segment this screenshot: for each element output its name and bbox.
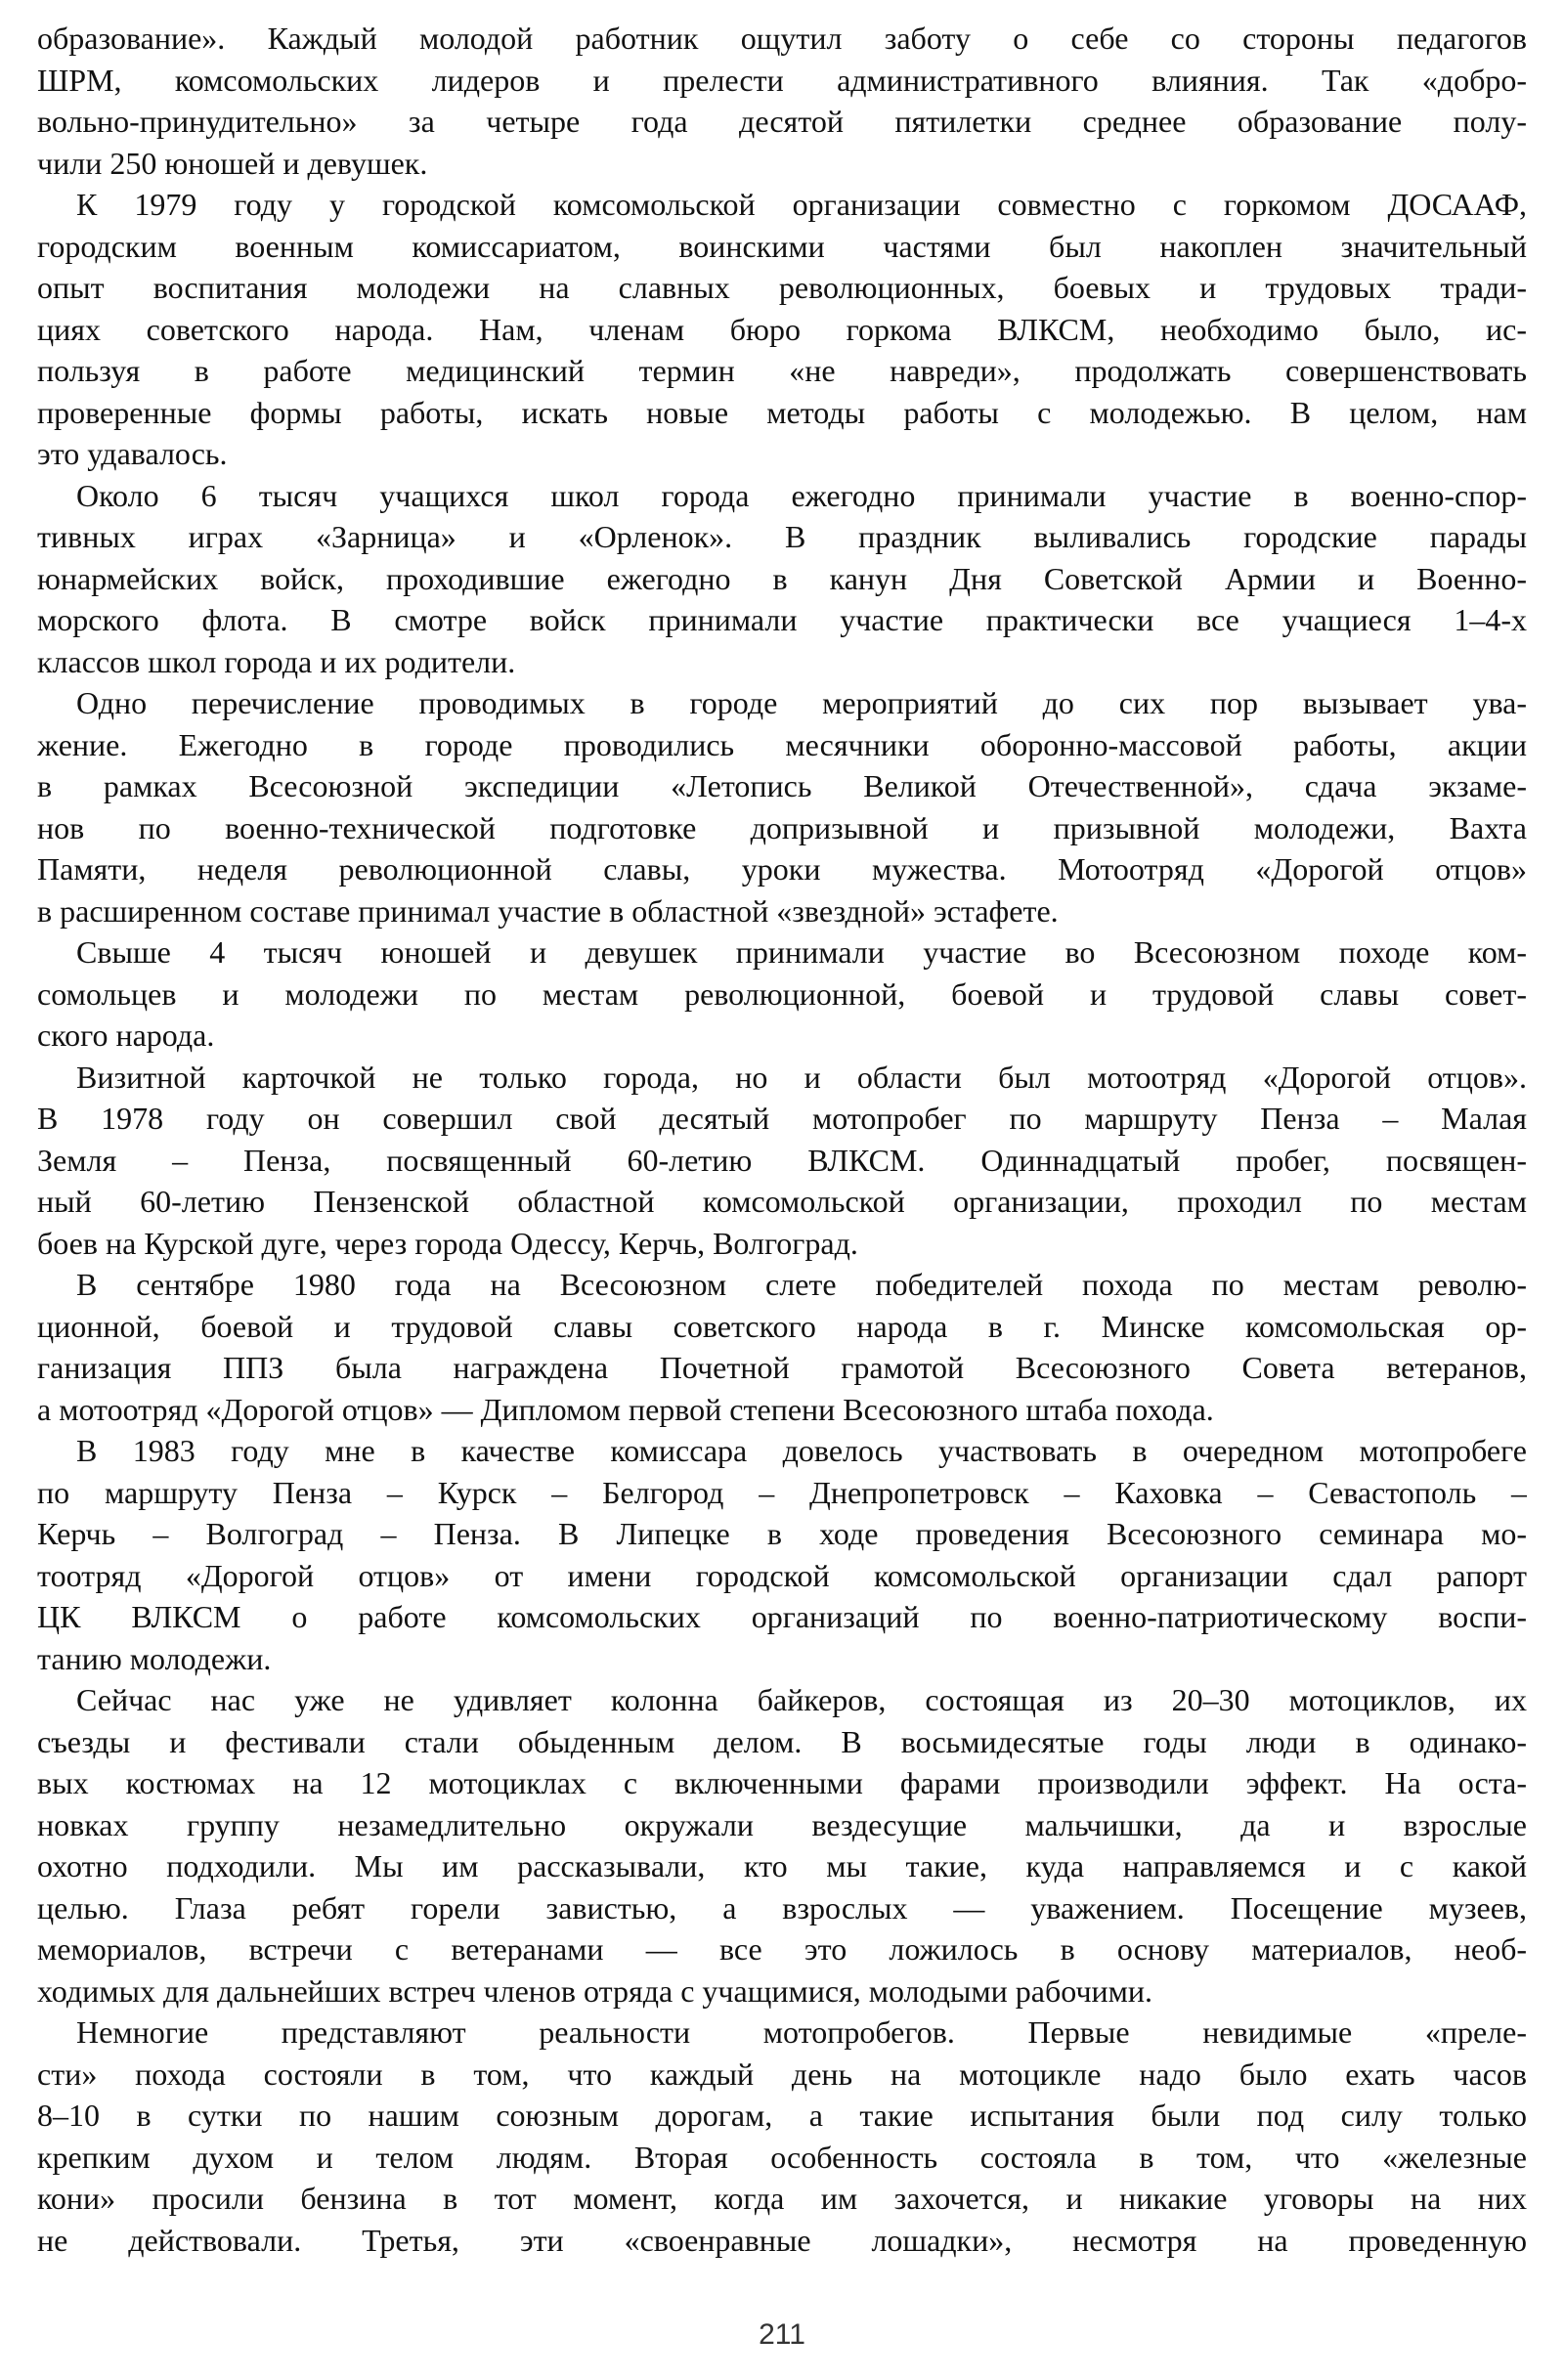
text-line: В сентябре 1980 года на Всесоюзном слете победителей похода по местам револю- (76, 1267, 1527, 1302)
paragraph (37, 1679, 1527, 2012)
text-line: целью. Глаза ребят горели завистью, а взрослых — уважением. Посещение музеев, (37, 1889, 1527, 1926)
text-line: Немногие представляют реальности мотопробегов. Первые невидимые «преле- (76, 2014, 1527, 2050)
text-line: циях советского народа. Нам, членам бюро горкома ВЛКСМ, необходимо было, ис- (37, 311, 1527, 347)
text-line: боев на Курской дуге, через города Одессу, Керчь, Волгоград. (37, 1225, 858, 1261)
text-line: ганизация ППЗ была награждена Почетной грамотой Всесоюзного Совета ветеранов, (37, 1350, 1527, 1385)
text-line: морского флота. В смотре войск принимали участие практически все учащиеся 1–4-х (37, 602, 1527, 637)
paragraph (37, 1430, 1527, 1679)
text-line: кони» просили бензина в тот момент, когда им захочется, и никакие уговоры на них (37, 2181, 1527, 2216)
text-line: опыт воспитания молодежи на славных революционных, боевых и трудовых тради- (37, 270, 1527, 305)
page-body (37, 18, 1527, 2261)
text-line: В 1983 году мне в качестве комиссара довелось участвовать в очередном мотопробеге (76, 1433, 1527, 1468)
text-line: Керчь – Волгоград – Пенза. В Липецке в ходе проведения Всесоюзного семинара мо- (37, 1516, 1527, 1551)
text-line: ского народа. (37, 1017, 215, 1053)
text-line: сти» похода состояли в том, что каждый день на мотоцикле надо было ехать часов (37, 2055, 1527, 2092)
paragraph (37, 184, 1527, 475)
text-line: юнармейских войск, проходившие ежегодно в канун Дня Советской Армии и Военно- (37, 560, 1527, 596)
text-line: тивных играх «Зарница» и «Орленок». В праздник выливались городские парады (37, 519, 1527, 554)
text-line: классов школ города и их родители. (37, 643, 516, 679)
text-line: Около 6 тысяч учащихся школ города ежегодно принимали участие в военно-спор- (76, 477, 1527, 513)
text-line: Визитной карточкой не только города, но и области был мотоотряд «Дорогой отцов». (76, 1059, 1527, 1095)
text-line: сомольцев и молодежи по местам революционной, боевой и трудовой славы совет- (37, 975, 1527, 1012)
text-line: ЦК ВЛКСМ о работе комсомольских организаций по военно-патриотическому воспи- (37, 1599, 1527, 1634)
text-line: вых костюмах на 12 мотоциклах с включенными фарами производили эффект. На оста- (37, 1765, 1527, 1800)
paragraph (37, 475, 1527, 683)
text-line: не действовали. Третья, эти «своенравные лошадки», несмотря на проведенную (37, 2222, 1527, 2258)
text-line: танию молодежи. (37, 1640, 272, 1676)
text-line: ный 60-летию Пензенской областной комсомольской организации, проходил по местам (37, 1184, 1527, 1219)
text-line: ШРМ, комсомольских лидеров и прелести административного влияния. Так «добро- (37, 62, 1527, 98)
text-line: новках группу незамедлительно окружали вездесущие мальчишки, да и взрослые (37, 1806, 1527, 1842)
text-line: по маршруту Пенза – Курск – Белгород – Днепропетровск – Каховка – Севастополь – (37, 1474, 1527, 1510)
text-line: Свыше 4 тысяч юношей и девушек принимали участие во Всесоюзном походе ком- (76, 934, 1527, 970)
text-line: съезды и фестивали стали обыденным делом. В восьмидесятые годы люди в одинако- (37, 1723, 1527, 1759)
text-line: проверенные формы работы, искать новые методы работы с молодежью. В целом, нам (37, 394, 1527, 430)
text-line: Одно перечисление проводимых в городе мероприятий до сих пор вызывает ува- (76, 685, 1527, 720)
text-line: тоотряд «Дорогой отцов» от имени городской комсомольской организации сдал рапорт (37, 1557, 1527, 1593)
text-line: ходимых для дальнейших встреч членов отряда с учащимися, молодыми рабочими. (37, 1972, 1153, 2009)
text-line: Сейчас нас уже не удивляет колонна байкеров, состоящая из 20–30 мотоциклов, их (76, 1682, 1527, 1717)
text-line: мемориалов, встречи с ветеранами — все это ложилось в основу материалов, необ- (37, 1931, 1527, 1967)
text-line: а мотоотряд «Дорогой отцов» — Дипломом первой степени Всесоюзного штаба похода. (37, 1391, 1214, 1427)
text-line: охотно подходили. Мы им рассказывали, кто мы такие, куда направляемся и с какой (37, 1848, 1527, 1883)
paragraph (37, 682, 1527, 931)
text-line: ционной, боевой и трудовой славы советского народа в г. Минске комсомольская ор- (37, 1308, 1527, 1344)
text-line: нов по военно-технической подготовке допризывной и призывной молодежи, Вахта (37, 809, 1527, 845)
text-line: Земля – Пенза, посвященный 60-летию ВЛКСМ. Одиннадцатый пробег, посвящен- (37, 1142, 1527, 1178)
text-line: пользуя в работе медицинский термин «не навреди», продолжать совершенствовать (37, 353, 1527, 388)
page-number: 211 (759, 2318, 805, 2351)
text-line: 8–10 в сутки по нашим союзным дорогам, а такие испытания были под силу только (37, 2098, 1527, 2133)
text-line: в рамках Всесоюзной экспедиции «Летопись Великой Отечественной», сдача экзаме- (37, 768, 1527, 803)
text-line: вольно-принудительно» за четыре года десятой пятилетки среднее образование полу- (37, 104, 1527, 139)
text-line: чили 250 юношей и девушек. (37, 145, 428, 181)
text-line: это удавалось. (37, 436, 228, 471)
paragraph (37, 1264, 1527, 1430)
text-line: В 1978 году он совершил свой десятый мотопробег по маршруту Пенза – Малая (37, 1101, 1527, 1136)
text-line: в расширенном составе принимал участие в областной «звездной» эстафете. (37, 892, 1059, 929)
text-line: городским военным комиссариатом, воинскими частями был накоплен значительный (37, 228, 1527, 264)
text-line: Памяти, неделя революционной славы, уроки мужества. Мотоотряд «Дорогой отцов» (37, 851, 1527, 887)
paragraph (37, 2012, 1527, 2261)
text-line: К 1979 году у городской комсомольской организации совместно с горкомом ДОСААФ, (76, 187, 1527, 222)
text-line: крепким духом и телом людям. Вторая особенность состояла в том, что «железные (37, 2139, 1527, 2175)
text-line: образование». Каждый молодой работник ощутил заботу о себе со стороны педагогов (37, 21, 1527, 56)
paragraph (37, 1057, 1527, 1265)
paragraph (37, 18, 1527, 184)
paragraph (37, 931, 1527, 1057)
text-line: жение. Ежегодно в городе проводились месячники оборонно-массовой работы, акции (37, 726, 1527, 762)
